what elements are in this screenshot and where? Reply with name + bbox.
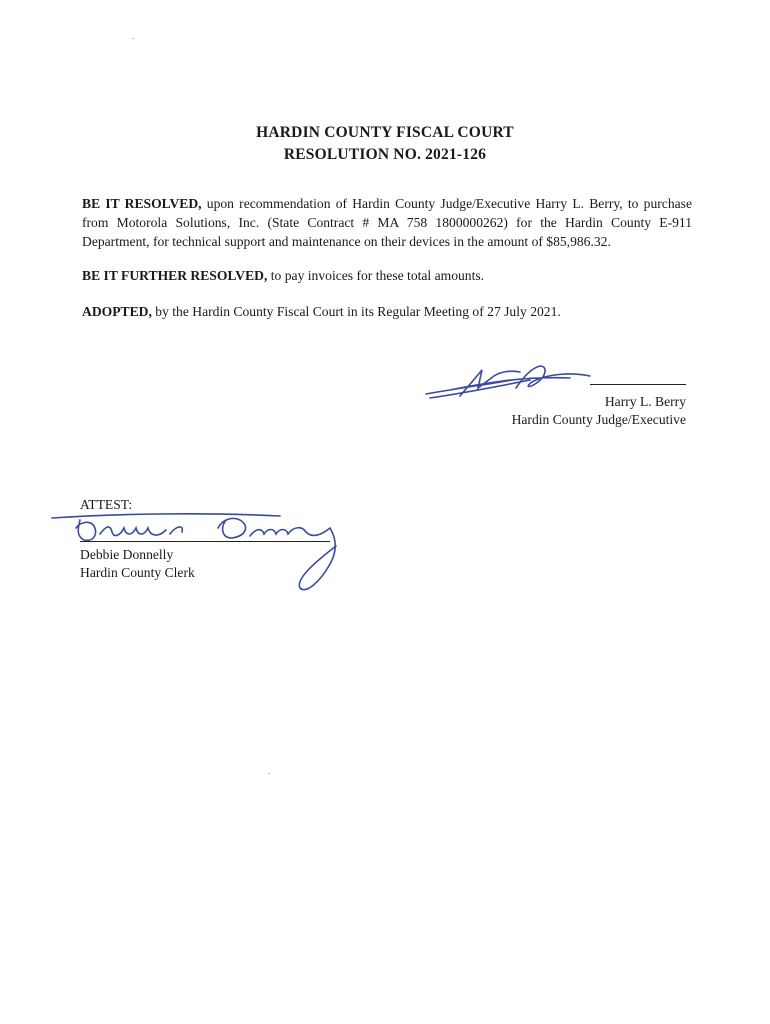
- scan-speck: [132, 38, 134, 39]
- further-resolved-paragraph: [82, 266, 692, 285]
- attest-label: ATTEST:: [80, 497, 133, 512]
- document-header: [0, 122, 770, 166]
- paragraph-text: by the Hardin County Fiscal Court in its Regular Meeting of 27 July 2021.: [151, 304, 561, 319]
- clerk-block: [80, 546, 195, 582]
- paragraph-text: to pay invoices for these total amounts.: [267, 268, 485, 283]
- judge-name: Harry L. Berry: [604, 394, 686, 409]
- judge-block: [500, 393, 686, 429]
- clerk-name: Debbie Donnelly: [80, 547, 174, 562]
- court-title: HARDIN COUNTY FISCAL COURT: [256, 124, 514, 141]
- scan-speck: [268, 773, 270, 774]
- clerk-title: Hardin County Clerk: [80, 565, 195, 580]
- paragraph-lead: BE IT FURTHER RESOLVED,: [82, 268, 268, 283]
- paragraph-lead: BE IT RESOLVED,: [82, 196, 202, 211]
- adopted-paragraph: [82, 302, 692, 321]
- judge-title: Hardin County Judge/Executive: [511, 412, 686, 427]
- paragraph-lead: ADOPTED,: [82, 304, 152, 319]
- clerk-signature-line: [80, 541, 330, 542]
- resolution-number: RESOLUTION NO. 2021-126: [283, 146, 487, 163]
- judge-signature-line: [590, 384, 686, 385]
- paragraph-text: upon recommendation of Hardin County Judge/Executive Harry L. Berry, to purchase from Motorola Solutions, Inc. (State Contract # MA 758 1800000262) for the Hardin County E-911 Department, for technical support and maintenance on their devices in the amount of $85,986.32.: [82, 196, 692, 249]
- resolution-paragraph: [82, 194, 692, 251]
